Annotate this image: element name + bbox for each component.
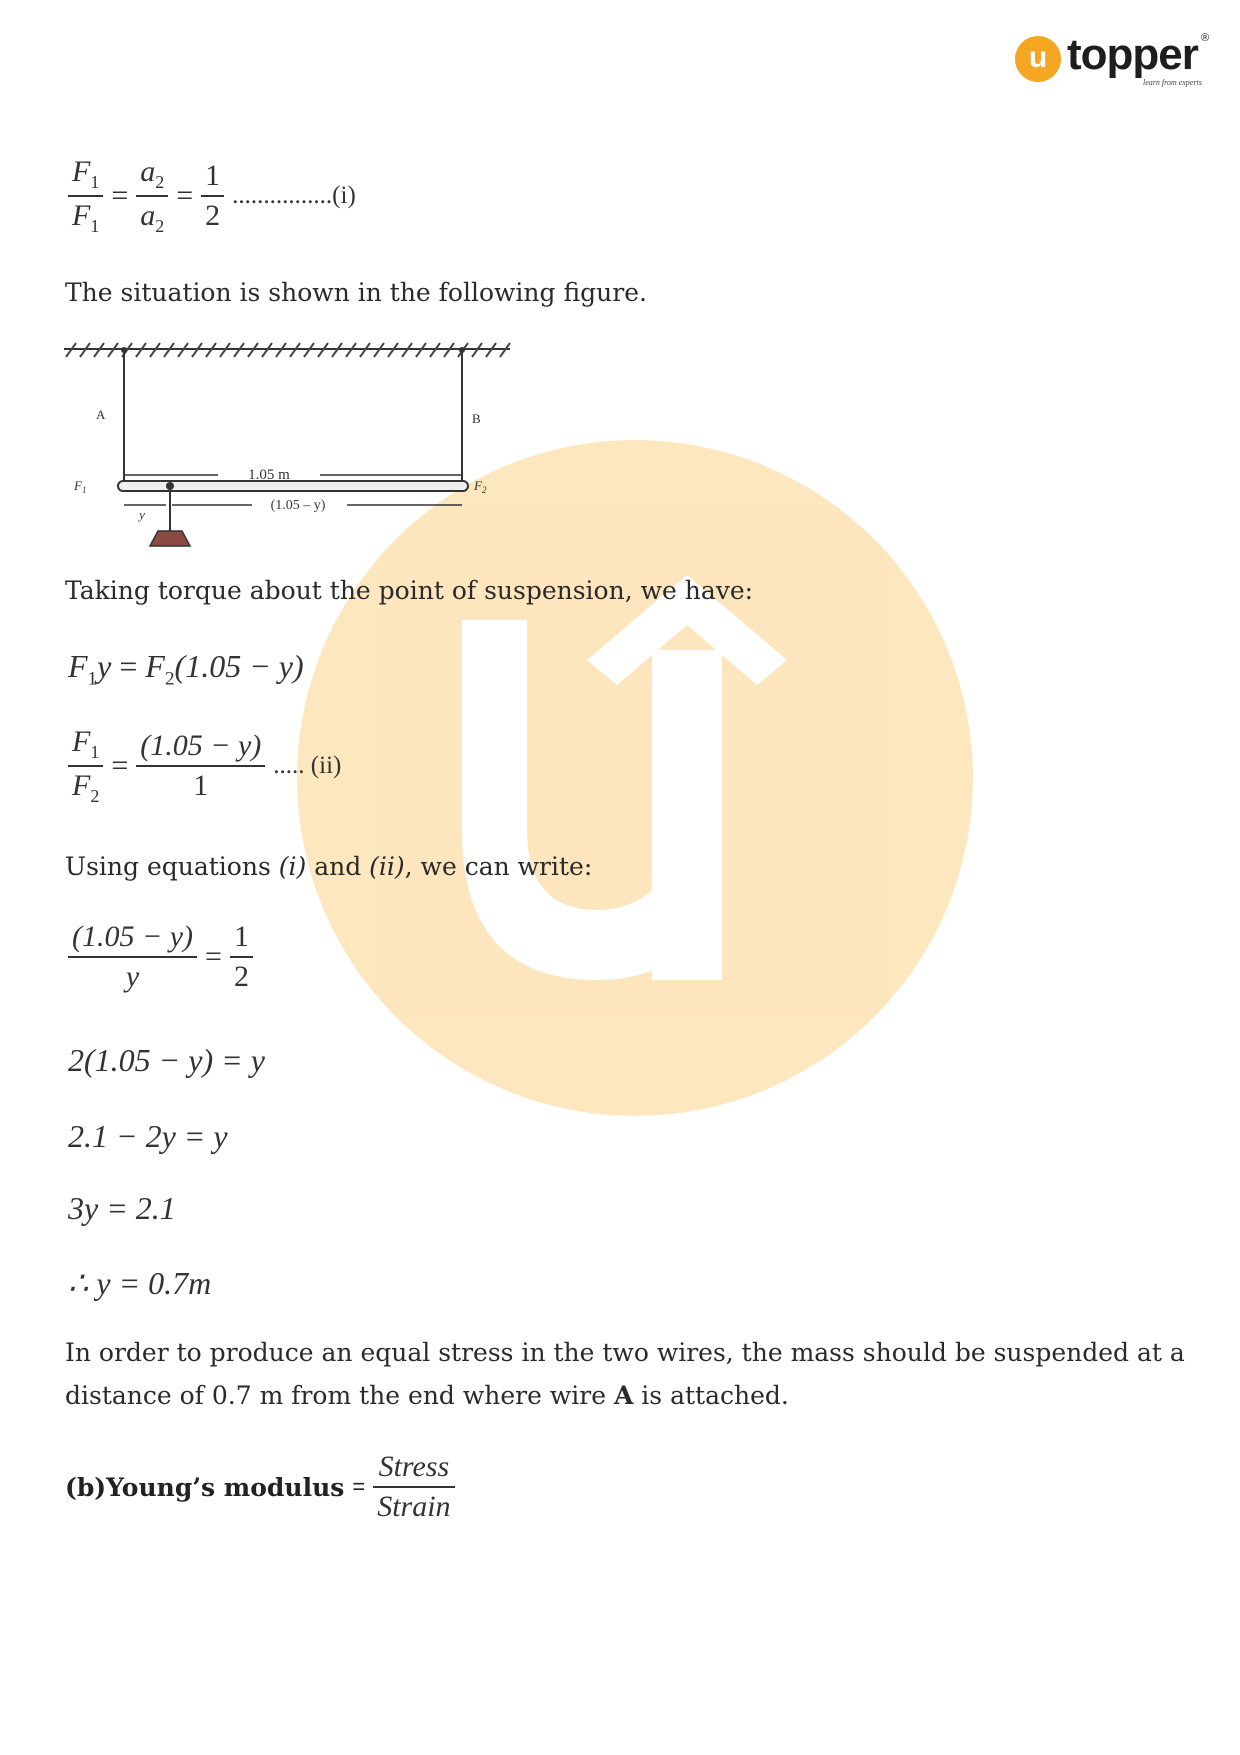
remainder-label: (1.05 – y) <box>270 498 326 513</box>
figure-ceiling <box>64 343 510 357</box>
logo-circle-icon <box>1015 36 1061 82</box>
paragraph-using-equations: Using equations (i) and (ii), we can write: <box>65 852 593 881</box>
stress-strain-fraction: $\frac{\text{Stress}}{\text{Strain}}$ <box>373 1450 454 1524</box>
equation-ii: $\frac{F_1}{F_2}$ = $\frac{(1.05 - y)}{1}$ ..... (ii) <box>68 725 341 807</box>
eq-i-ref: ................(i) <box>232 182 356 209</box>
label-b: B <box>472 411 481 426</box>
step-3: 3y = 2.1 <box>68 1190 176 1226</box>
label-f2: $F_2$ <box>474 478 487 495</box>
eq-i-frac-a: $\frac{a_2}{a_2}$ <box>136 155 168 237</box>
suspension-figure <box>62 335 522 550</box>
equation-torque: $F_1y = F_2(1.05 - y)$ <box>68 648 304 690</box>
step-2: 2.1 − 2y = y <box>68 1118 228 1154</box>
eq-combined-frac-r: $\frac{1}{2}$ <box>230 920 253 994</box>
eq-ii-frac-f: $\frac{F_1}{F_2}$ <box>68 725 103 807</box>
brand-tagline: learn from experts <box>1143 78 1202 87</box>
eq-i-frac-f: $\frac{F_1}{F_1}$ <box>68 155 103 237</box>
youngs-modulus-label: (b)Young’s modulus <box>65 1472 345 1502</box>
eq-i-frac-half: $\frac{1}{2}$ <box>201 159 224 233</box>
eq-combined-frac-l: $\frac{(1.05 - y)}{y}$ <box>68 920 197 994</box>
paragraph-torque: Taking torque about the point of suspension, we have: <box>65 576 754 605</box>
logo-letter: u <box>1028 41 1048 74</box>
equation-combined: $\frac{(1.05 - y)}{y}$ = $\frac{1}{2}$ <box>68 920 253 994</box>
brand-name: topper <box>1067 30 1198 79</box>
paragraph-conclusion-line2: distance of 0.7 m from the end where wire A is attached. <box>65 1381 789 1410</box>
support-block <box>150 531 190 546</box>
eq-ii-ref: ..... (ii) <box>273 752 342 779</box>
step-4-result: ∴ y = 0.7m <box>68 1265 212 1301</box>
youngs-modulus-formula: (b)Young’s modulus = $\frac{\text{Stress}}{\text{Strain}}$ <box>65 1450 455 1524</box>
paragraph-conclusion-line1: In order to produce an equal stress in the two wires, the mass should be suspended at a <box>65 1338 1185 1367</box>
registered-mark: ® <box>1201 32 1210 44</box>
brand-logo <box>1015 30 1235 94</box>
eq-ii-frac-r: $\frac{(1.05 - y)}{1}$ <box>136 729 265 803</box>
y-label: y <box>139 507 145 522</box>
paragraph-situation: The situation is shown in the following figure. <box>65 278 647 307</box>
label-f1: $F_1$ <box>74 478 87 495</box>
step-1: 2(1.05 − y) = y <box>68 1042 265 1078</box>
equation-i: $\frac{F_1}{F_1}$ = $\frac{a_2}{a_2}$ = $\frac{1}{2}$ ................(i) <box>68 155 356 237</box>
label-a: A <box>96 407 106 422</box>
length-label: 1.05 m <box>248 467 290 483</box>
